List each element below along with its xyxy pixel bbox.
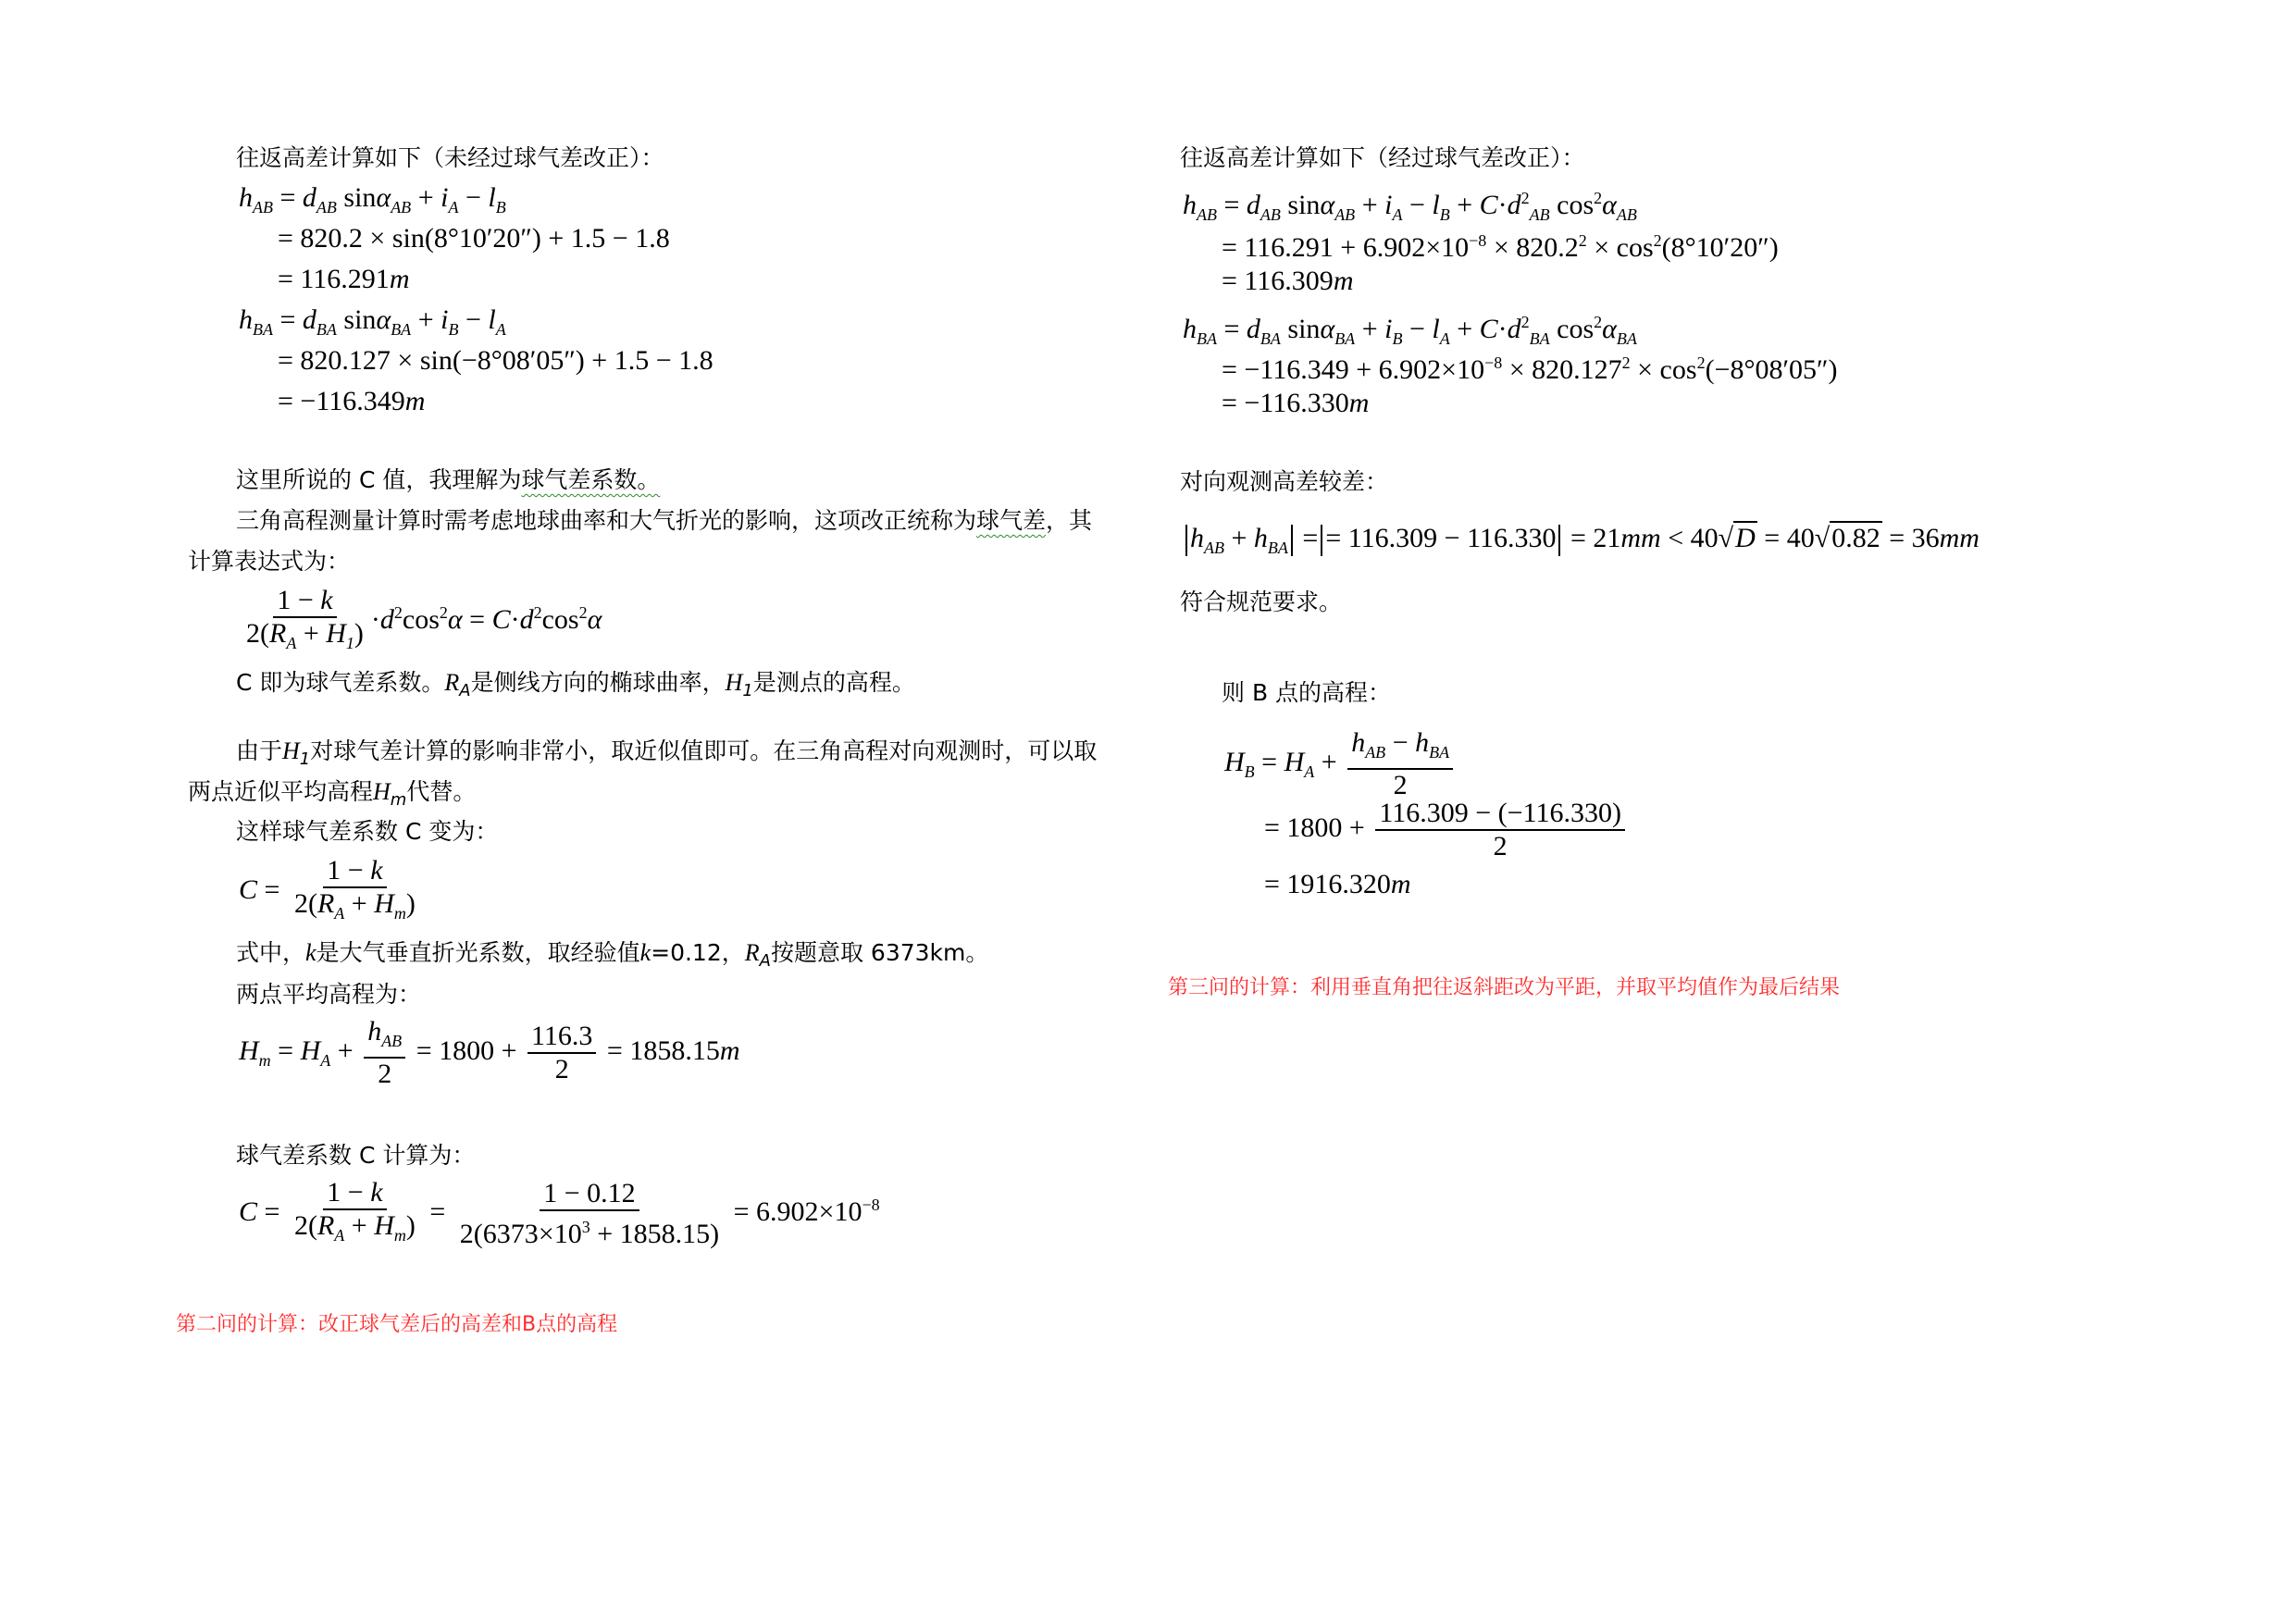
k-definition: 式中，k是大气垂直折光系数，取经验值k=0.12，$R_A$按题意取 6373km。 (236, 939, 989, 971)
formula-c-calc: C = $\frac{1 - k}{2(R_A + H_m)}$ = $\frac{1 - 0.12}{2(6373\times 10^3 + 1858.15)}$ = $6.902\times 10^{-8}$ (239, 1177, 880, 1249)
formula-hab-corrected: $h_{AB} = d_{AB}$ $\sin\alpha_{AB} + i_A - l_B + C\cdot d^2_{AB}$ $\cos^2\alpha_{AB}$ (1183, 189, 1637, 224)
c-becomes-text: 这样球气差系数 C 变为： (236, 818, 499, 845)
formula-hba-step1: = 820.127 × sin(−8°08′05″) + 1.5 − 1.8 (278, 345, 714, 376)
formula-correction: $\frac{1 - k}{2(R_A + H_1)}$ $\cdot d^2\cos^2\alpha = C\cdot d^2\cos^2\alpha$ (246, 585, 602, 652)
expression-intro: 计算表达式为： (188, 548, 351, 575)
difference-label: 对向观测高差较差： (1180, 468, 1389, 495)
approx-paragraph: 由于$H_1$对球气差计算的影响非常小，取近似值即可。在三角高程对向观测时，可以取 (236, 737, 1098, 769)
formula-hba-result: = −116.349m (278, 386, 426, 416)
formula-difference: $h_{AB} + h_{BA}$ = = 116.309 − 116.330 = 21mm < 40√D = 40√0.82 = 36mm (1183, 522, 1980, 564)
formula-hab-corrected-step1: = $116.291 + 6.902\times 10^{-8} \times 820.2^2 \times \cos^2(8^\circ 10'20'')$ (1222, 231, 1779, 263)
question-three-note: 第三问的计算：利用垂直角把往返斜距改为平距，并取平均值作为最后结果 (1168, 976, 1841, 999)
formula-hab-corrected-result: = 116.309m (1222, 266, 1354, 296)
formula-hb-result: = 1916.320m (1264, 869, 1411, 899)
compliance-text: 符合规范要求。 (1180, 588, 1343, 615)
left-intro-text: 往返高差计算如下（未经过球气差改正）： (236, 144, 664, 171)
formula-hab-step1: = 820.2 × sin(8°10′20″) + 1.5 − 1.8 (278, 223, 670, 254)
curvature-paragraph: 三角高程测量计算时需考虑地球曲率和大气折光的影响，这项改正统称为球气差，其 (236, 507, 1093, 534)
right-intro-text: 往返高差计算如下（经过球气差改正）： (1180, 144, 1585, 171)
b-elevation-label: 则 B 点的高程： (1222, 679, 1392, 706)
c-value-note: 这里所说的 C 值，我理解为球气差系数。 (236, 466, 661, 493)
formula-hba-corrected-result: = −116.330m (1222, 388, 1370, 418)
formula-hab-result: = 116.291m (278, 264, 410, 294)
question-two-note: 第二问的计算：改正球气差后的高差和B点的高程 (176, 1313, 618, 1336)
approx-paragraph-2: 两点近似平均高程$H_m$代替。 (188, 778, 477, 810)
formula-hb: $H_B = H_A$ + $\frac{h_{AB} - h_{BA}}{2}$ (1224, 727, 1457, 801)
formula-c: C = $\frac{1 - k}{2(R_A + H_m)}$ (239, 855, 416, 923)
formula-hba-corrected: $h_{BA} = d_{BA}$ $\sin\alpha_{BA} + i_B - l_A + C\cdot d^2_{BA}$ $\cos^2\alpha_{BA}$ (1183, 313, 1637, 348)
c-definition: C 即为球气差系数。$R_A$是侧线方向的椭球曲率，$H_1$是测点的高程。 (236, 669, 915, 700)
formula-hb-step1: = 1800 + $\frac{116.309 - (-116.330)}{2}$ (1264, 798, 1629, 862)
formula-hba: $h_{BA} = d_{BA}$ $\sin\alpha_{BA} + i_B - l_A$ (239, 304, 506, 339)
formula-hba-corrected-step1: = $-116.349 + 6.902\times 10^{-8} \times 820.127^2 \times \cos^2(-8^\circ 08'05'')$ (1222, 353, 1838, 385)
mean-elevation-label: 两点平均高程为： (236, 981, 422, 1008)
c-calc-label: 球气差系数 C 计算为： (236, 1142, 476, 1169)
formula-hm: $H_m = H_A$ + $\frac{h_{AB}}{2}$ = 1800 + $\frac{116.3}{2}$ = 1858.15m (239, 1016, 740, 1089)
formula-hab: $h_{AB} = d_{AB}$ $\sin\alpha_{AB} + i_A - l_B$ (239, 182, 506, 217)
